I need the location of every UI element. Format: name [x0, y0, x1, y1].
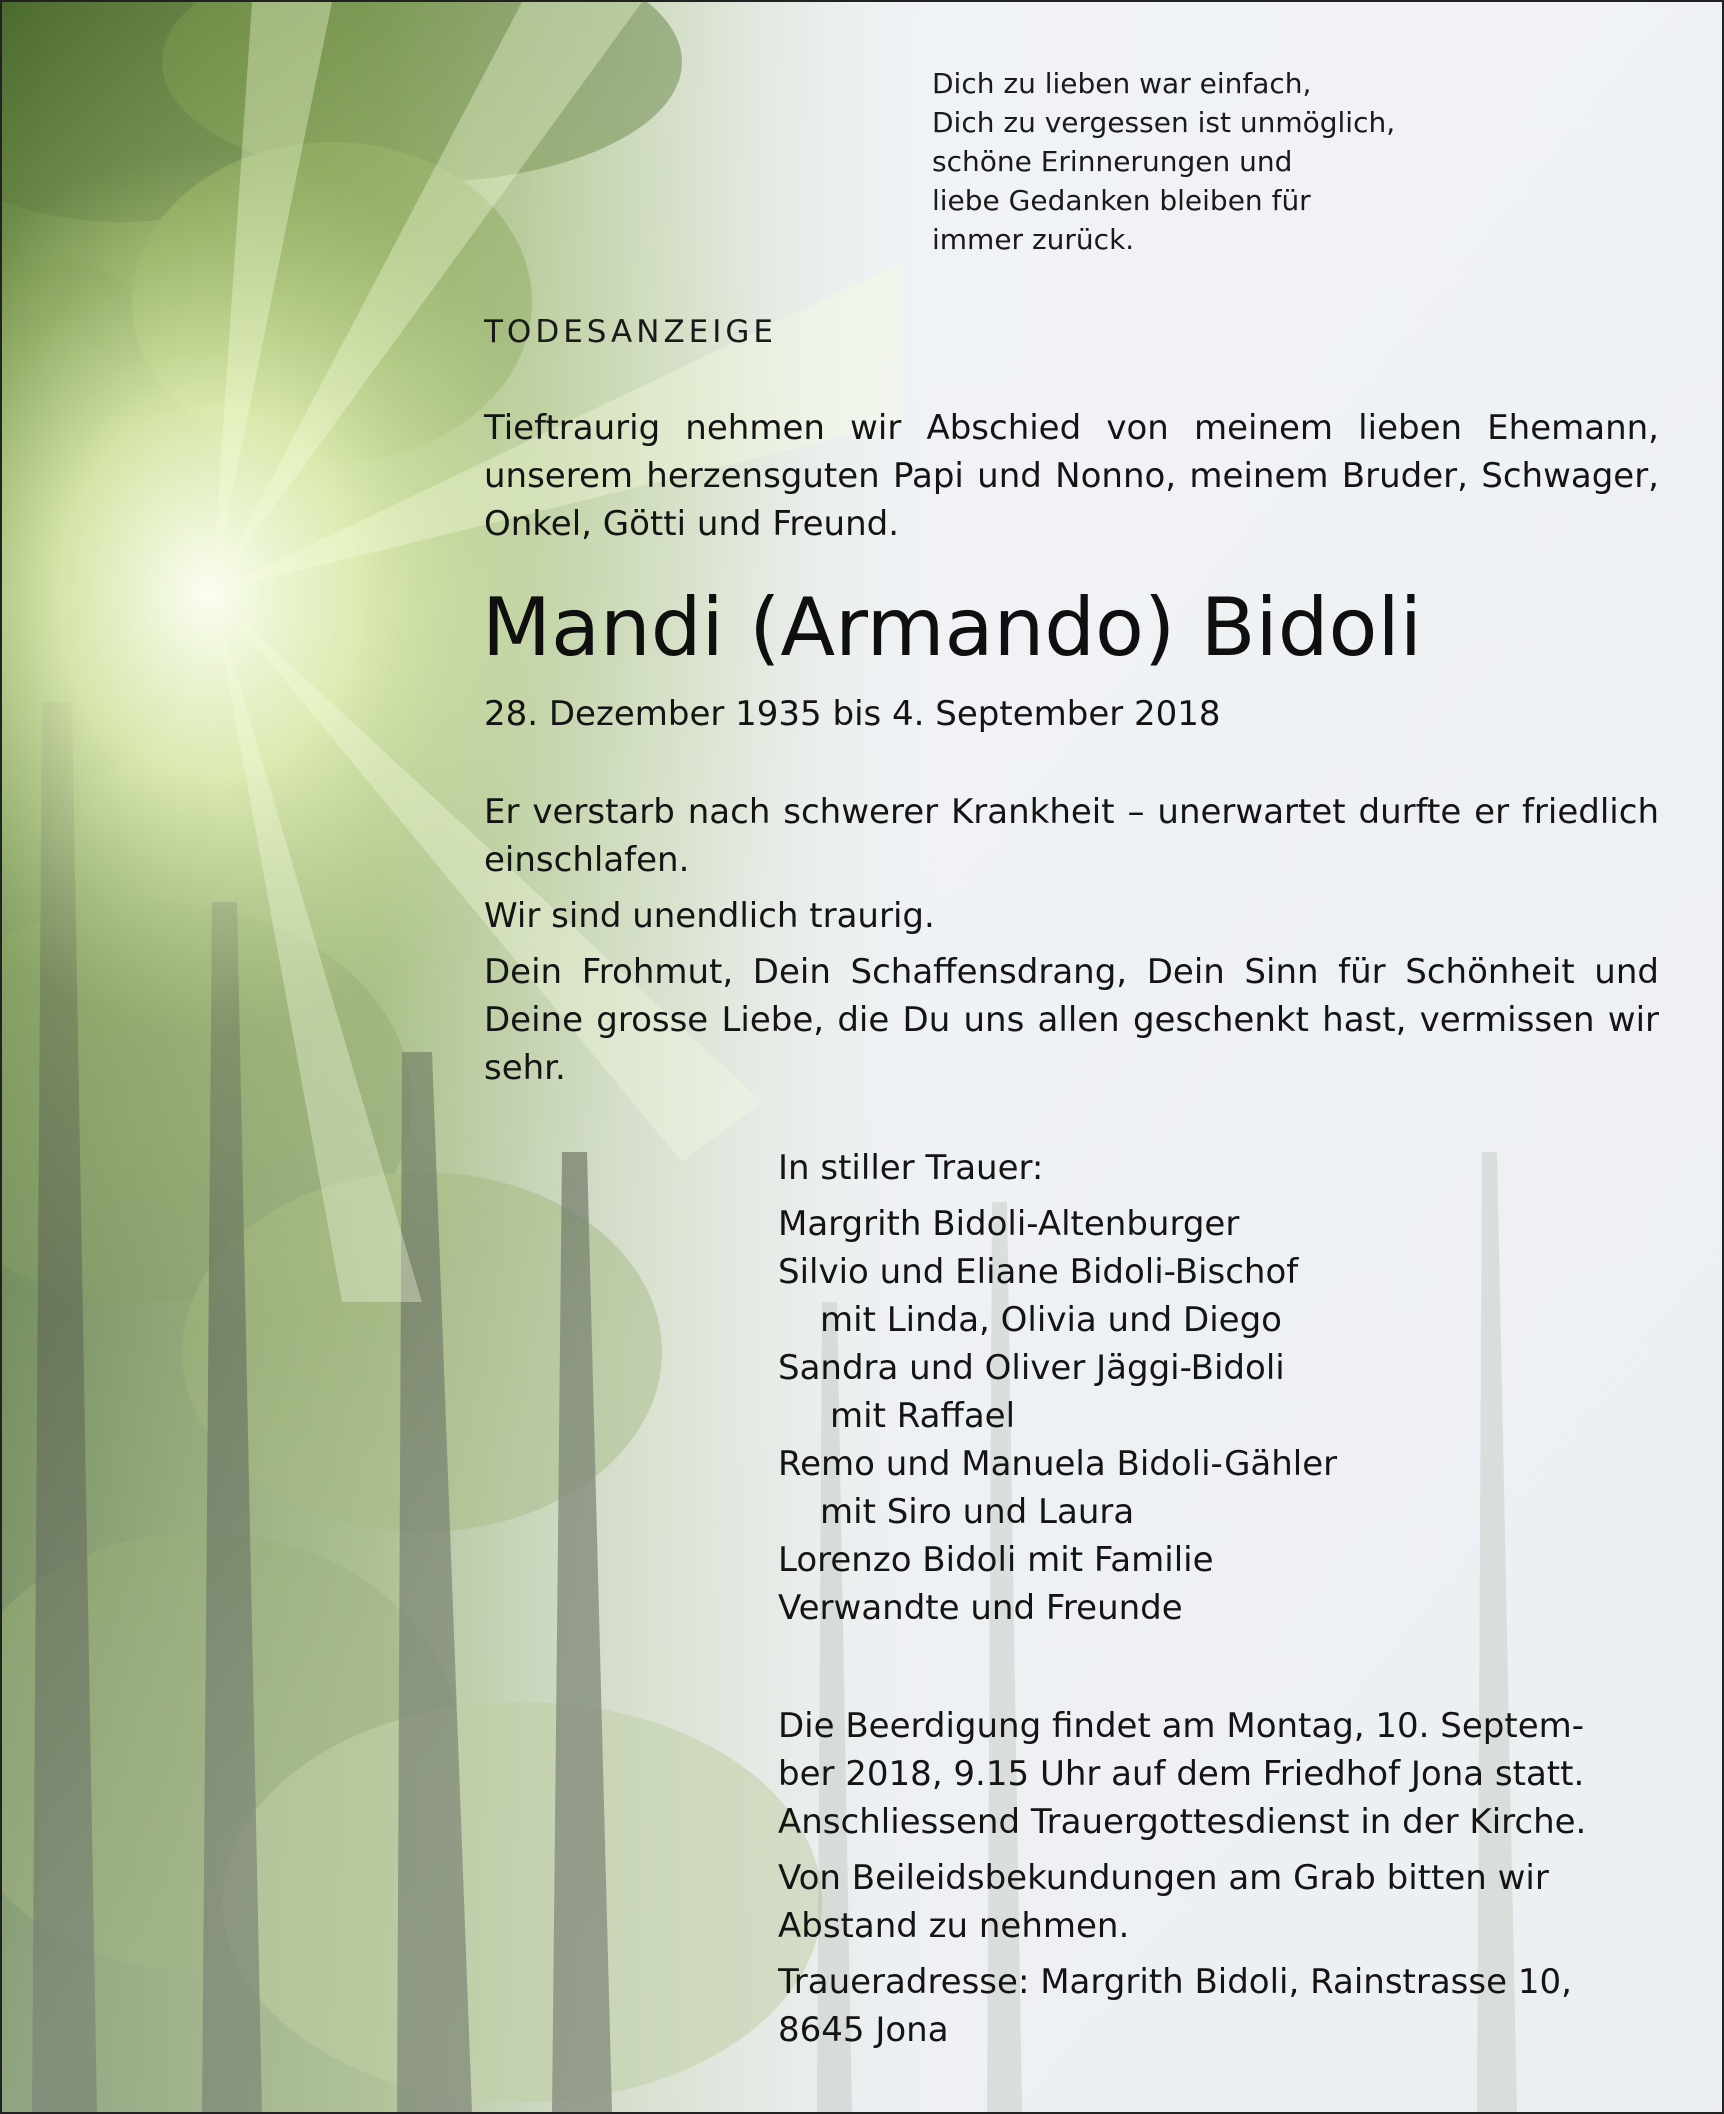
- mourner-line: Lorenzo Bidoli mit Familie: [778, 1540, 1214, 1580]
- obituary-content: [2, 2, 1722, 2112]
- mourners-list: [778, 1144, 1658, 1632]
- motto-line: Dich zu lieben war einfach,: [932, 67, 1312, 100]
- deceased-name: Mandi (Armando) Bidoli: [482, 581, 1422, 674]
- motto-poem: [932, 64, 1492, 259]
- mourners-heading: In stiller Trauer:: [778, 1148, 1044, 1188]
- mourner-line: Silvio und Eliane Bidoli-Bischof: [778, 1252, 1299, 1292]
- motto-line: schöne Erinnerungen und: [932, 145, 1293, 178]
- body-paragraph: Er verstarb nach schwerer Krankheit – unerwartet durfte er friedlich einschlafen.: [484, 792, 1659, 880]
- mourner-line: Remo und Manuela Bidoli-Gähler: [778, 1444, 1338, 1484]
- mourner-line: Sandra und Oliver Jäggi-Bidoli: [778, 1348, 1285, 1388]
- mourner-line: Margrith Bidoli-Altenburger: [778, 1204, 1240, 1244]
- mourner-line: Verwandte und Freunde: [778, 1588, 1183, 1628]
- mourner-line: mit Raffael: [830, 1396, 1016, 1436]
- body-paragraph: Wir sind unendlich traurig.: [484, 896, 935, 936]
- mourner-line: mit Siro und Laura: [820, 1492, 1135, 1532]
- notice-label: TODESANZEIGE: [484, 314, 778, 350]
- motto-line: liebe Gedanken bleiben für: [932, 184, 1311, 217]
- mourning-address: Traueradresse: Margrith Bidoli, Rainstrasse 10, 8645 Jona: [778, 1962, 1572, 2050]
- funeral-details: [778, 1702, 1628, 2062]
- funeral-ceremony: Die Beerdigung findet am Montag, 10. Septem-ber 2018, 9.15 Uhr auf dem Friedhof Jona statt. Anschliessend Trauergottesdienst in der Kirche.: [778, 1706, 1587, 1842]
- condolence-note: Von Beileidsbekundungen am Grab bitten wir Abstand zu nehmen.: [778, 1858, 1549, 1946]
- body-paragraph: Dein Frohmut, Dein Schaffensdrang, Dein Sinn für Schönheit und Deine grosse Liebe, die Du uns allen geschenkt hast, vermissen wir sehr.: [484, 952, 1659, 1088]
- intro-paragraph: Tieftraurig nehmen wir Abschied von meinem lieben Ehemann, unserem herzensguten Papi und Nonno, meinem Bruder, Schwager, Onkel, Götti und Freund.: [484, 408, 1659, 544]
- motto-line: immer zurück.: [932, 223, 1135, 256]
- body-text: [484, 788, 1659, 1100]
- life-dates: 28. Dezember 1935 bis 4. September 2018: [484, 694, 1221, 734]
- motto-line: Dich zu vergessen ist unmöglich,: [932, 106, 1396, 139]
- mourner-line: mit Linda, Olivia und Diego: [820, 1300, 1282, 1340]
